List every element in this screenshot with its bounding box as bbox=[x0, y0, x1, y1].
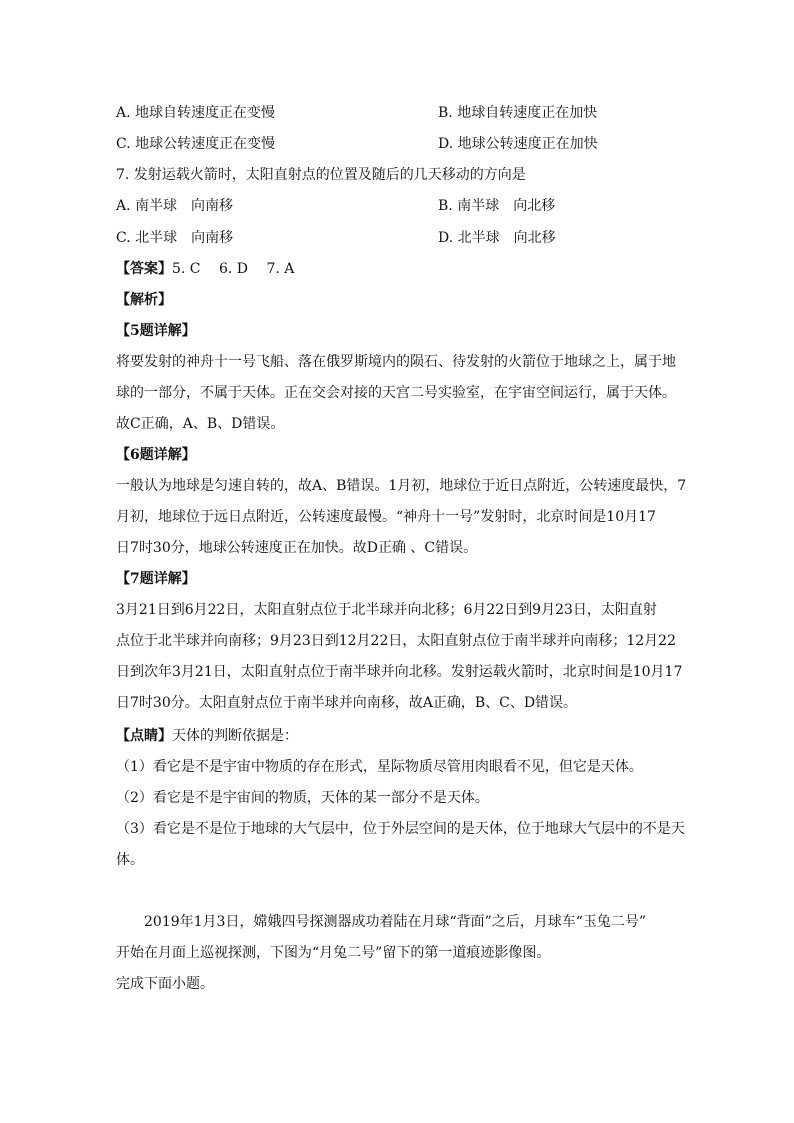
tip-line-3: （3）看它是不是位于地球的大气层中，位于外层空间的是天体，位于地球大气层中的不是天 bbox=[116, 821, 685, 837]
tip-line-1: （1）看它是不是宇宙中物质的存在形式，星际物质尽管用肉眼看不见，但它是天体。 bbox=[116, 759, 643, 775]
q5-detail-line-2: 球的一部分，不属于天体。正在交会对接的天宫二号实验室，在宇宙空间运行，属于天体。 bbox=[116, 385, 676, 401]
tip-text: 天体的判断依据是： bbox=[172, 728, 298, 744]
tip-label: 【点睛】 bbox=[116, 728, 172, 744]
q5-detail-label: 【5题详解】 bbox=[116, 323, 196, 339]
q6-option-a: A. 地球自转速度正在变慢 bbox=[116, 105, 276, 121]
q6-option-d: D. 地球公转速度正在加快 bbox=[438, 136, 598, 152]
q7-option-c: C. 北半球 向南移 bbox=[116, 230, 234, 246]
q6-detail-line-2: 月初，地球位于远日点附近，公转速度最慢。“神舟十一号”发射时，北京时间是10月17 bbox=[116, 509, 656, 525]
analysis-label: 【解析】 bbox=[116, 292, 172, 308]
answer-label: 【答案】 bbox=[116, 261, 172, 277]
q7-detail-label: 【7题详解】 bbox=[116, 571, 196, 587]
answer-line bbox=[116, 259, 294, 279]
intro-line-2: 开始在月面上巡视探测，下图为“月兔二号”留下的第一道痕迹影像图。 bbox=[116, 945, 551, 961]
q6-option-b: B. 地球自转速度正在加快 bbox=[438, 105, 598, 121]
answer-text: 5. C 6. D 7. A bbox=[172, 261, 295, 277]
q7-stem: 7. 发射运载火箭时，太阳直射点的位置及随后的几天移动的方向是 bbox=[116, 167, 526, 183]
intro-line-1: 2019年1月3日，嫦娥四号探测器成功着陆在月球“背面”之后，月球车“玉兔二号” bbox=[144, 914, 647, 930]
q7-detail-line-2: 点位于北半球并向南移；9月23日到12月22日，太阳直射点位于南半球并向南移；12月22 bbox=[116, 633, 676, 649]
q6-detail-label: 【6题详解】 bbox=[116, 447, 196, 463]
q5-detail-line-1: 将要发射的神舟十一号飞船、落在俄罗斯境内的陨石、待发射的火箭位于地球之上，属于地 bbox=[116, 354, 676, 370]
q6-option-c: C. 地球公转速度正在变慢 bbox=[116, 136, 276, 152]
q7-option-b: B. 南半球 向北移 bbox=[438, 198, 556, 214]
q7-detail-line-3: 日到次年3月21日，太阳直射点位于南半球并向北移。发射运载火箭时，北京时间是10月17 bbox=[116, 664, 683, 680]
tip-line-4: 体。 bbox=[116, 852, 144, 868]
q7-option-a: A. 南半球 向南移 bbox=[116, 198, 234, 214]
intro-line-3: 完成下面小题。 bbox=[116, 976, 214, 992]
q7-option-d: D. 北半球 向北移 bbox=[438, 230, 556, 246]
q7-detail-line-4: 日7时30分。太阳直射点位于南半球并向南移，故A正确，B、C、D错误。 bbox=[116, 695, 578, 711]
q7-detail-line-1: 3月21日到6月22日，太阳直射点位于北半球并向北移；6月22日到9月23日，太阳直射 bbox=[116, 602, 657, 618]
q5-detail-line-3: 故C正确，A、B、D错误。 bbox=[116, 416, 285, 432]
q6-detail-line-3: 日7时30分，地球公转速度正在加快。故D正确 、C错误。 bbox=[116, 540, 478, 556]
q6-detail-line-1: 一般认为地球是匀速自转的，故A、B错误。1月初，地球位于近日点附近，公转速度最快，7 bbox=[116, 478, 687, 494]
tip-line-2: （2）看它是不是宇宙间的物质，天体的某一部分不是天体。 bbox=[116, 790, 489, 806]
tip-line bbox=[116, 726, 298, 746]
